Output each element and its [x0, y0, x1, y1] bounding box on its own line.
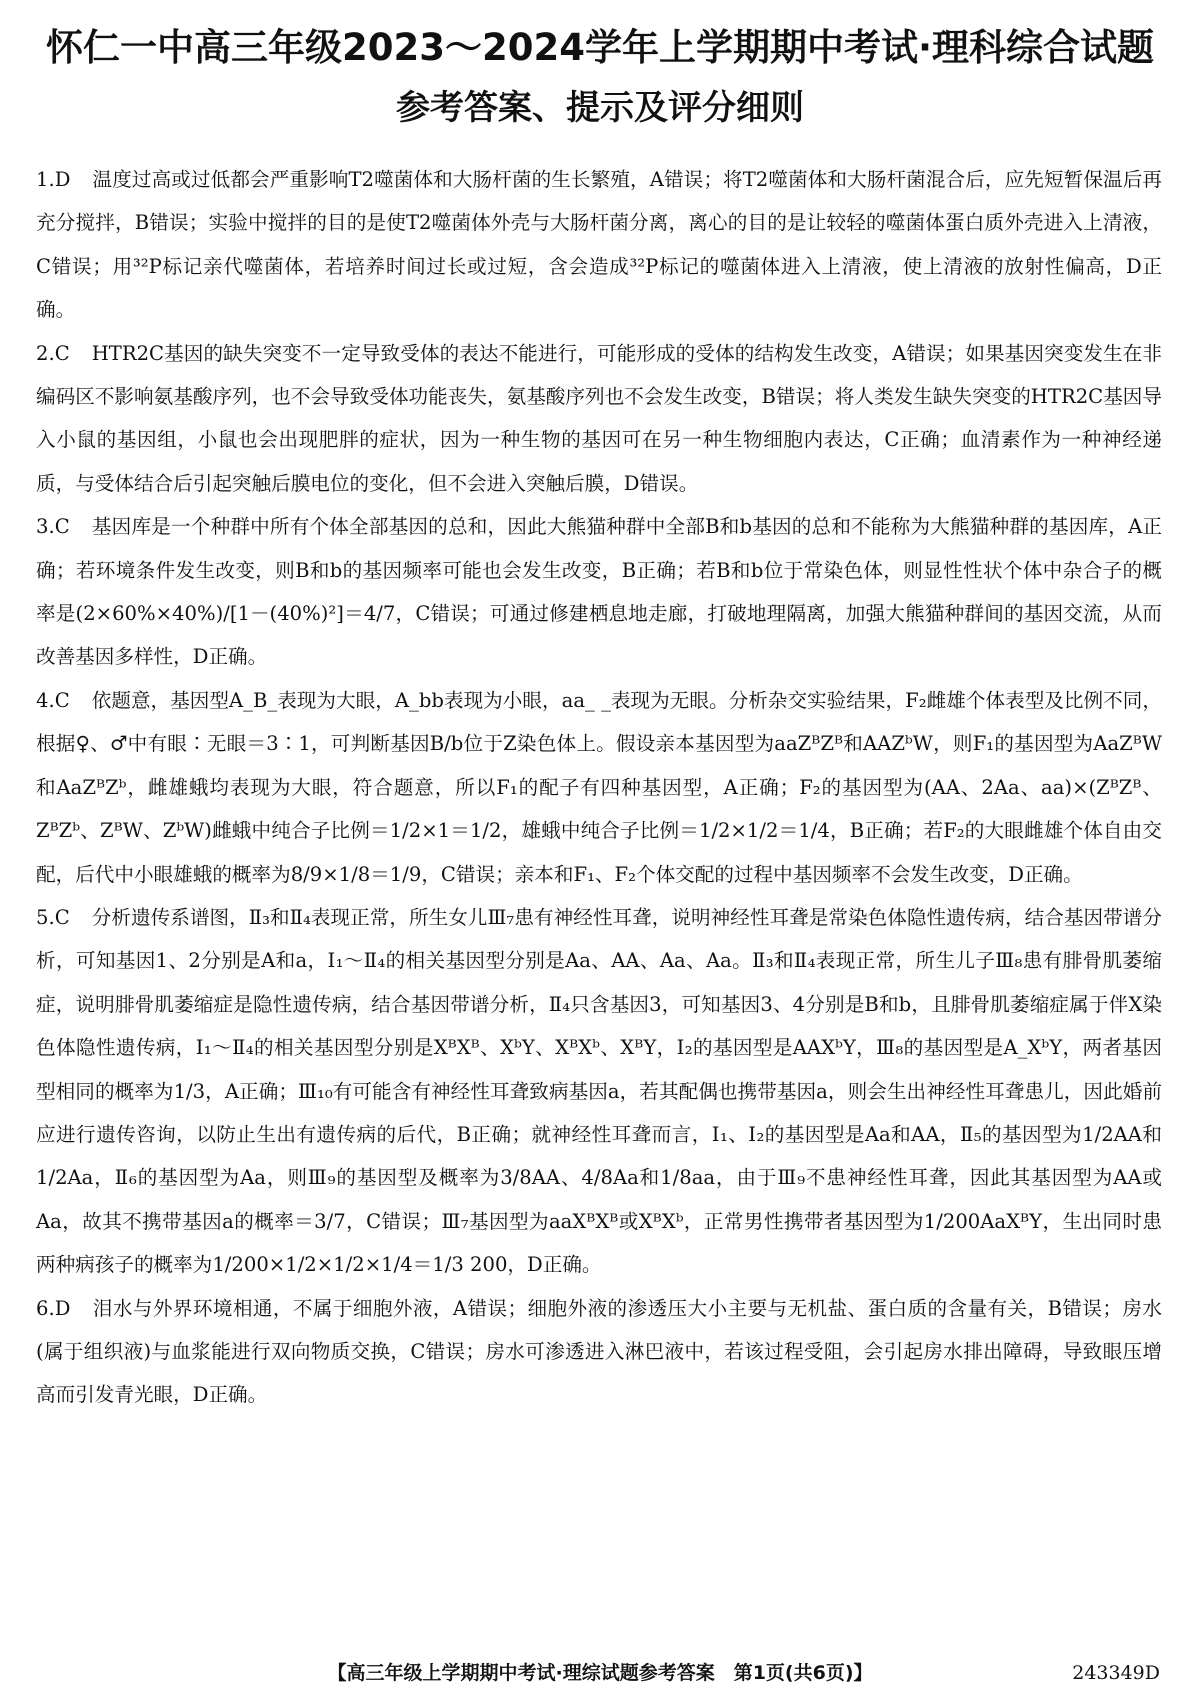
answer-number: 4.C: [36, 688, 70, 712]
page-header: [0, 20, 1200, 136]
answer-explanation: HTR2C基因的缺失突变不一定导致受体的表达不能进行，可能形成的受体的结构发生改变，A错误；如果基因突变发生在非编码区不影响氨基酸序列，也不会导致受体功能丧失，氨基酸序列也不会发生改变，B错误；将人类发生缺失突变的HTR2C基因导入小鼠的基因组，小鼠也会出现肥胖的症状，因为一种生物的基因可在另一种生物细胞内表达，C正确；血清素作为一种神经递质，与受体结合后引起突触后膜电位的变化，但不会进入突触后膜，D错误。: [36, 341, 1162, 495]
page-footer: [0, 1658, 1200, 1688]
answer-item-1: [36, 158, 1162, 332]
exam-title: 怀仁一中高三年级2023～2024学年上学期期中考试·理科综合试题: [45, 26, 1154, 69]
answer-item-5: [36, 896, 1162, 1287]
answer-explanation: 基因库是一个种群中所有个体全部基因的总和，因此大熊猫种群中全部B和b基因的总和不能称为大熊猫种群的基因库，A正确；若环境条件发生改变，则B和b的基因频率可能也会发生改变，B正确；若B和b位于常染色体，则显性性状个体中杂合子的概率是(2×60%×40%)/[1－(40%)²]＝4/7，C错误；可通过修建栖息地走廊，打破地理隔离，加强大熊猫种群间的基因交流，从而改善基因多样性，D正确。: [36, 515, 1162, 669]
answer-explanation: 温度过高或过低都会严重影响T2噬菌体和大肠杆菌的生长繁殖，A错误；将T2噬菌体和大肠杆菌混合后，应先短暂保温后再充分搅拌，B错误；实验中搅拌的目的是使T2噬菌体外壳与大肠杆菌分离，离心的目的是让较轻的噬菌体蛋白质外壳进入上清液，C错误；用³²P标记亲代噬菌体，若培养时间过长或过短，含会造成³²P标记的噬菌体进入上清液，使上清液的放射性偏高，D正确。: [36, 168, 1162, 322]
footer-page-info: 【高三年级上学期期中考试·理综试题参考答案 第1页(共6页)】: [327, 1662, 873, 1684]
answer-item-3: [36, 505, 1162, 679]
answer-item-2: [36, 332, 1162, 506]
answer-number: 2.C: [36, 341, 70, 365]
document-code: 243349D: [1072, 1662, 1160, 1684]
answer-explanation: 分析遗传系谱图，Ⅱ₃和Ⅱ₄表现正常，所生女儿Ⅲ₇患有神经性耳聋，说明神经性耳聋是常染色体隐性遗传病，结合基因带谱分析，可知基因1、2分别是A和a，Ⅰ₁～Ⅱ₄的相关基因型分别是Aa、AA、Aa、Aa。Ⅱ₃和Ⅱ₄表现正常，所生儿子Ⅲ₈患有腓骨肌萎缩症，说明腓骨肌萎缩症是隐性遗传病，结合基因带谱分析，Ⅱ₄只含基因3，可知基因3、4分别是B和b，且腓骨肌萎缩症属于伴X染色体隐性遗传病，Ⅰ₁～Ⅱ₄的相关基因型分别是XᴮXᴮ、XᵇY、XᴮXᵇ、XᴮY，Ⅰ₂的基因型是AAXᵇY，Ⅲ₈的基因型是A_XᵇY，两者基因型相同的概率为1/3，A正确；Ⅲ₁₀有可能含有神经性耳聋致病基因a，若其配偶也携带基因a，则会生出神经性耳聋患儿，因此婚前应进行遗传咨询，以防止生出有遗传病的后代，B正确；就神经性耳聋而言，Ⅰ₁、Ⅰ₂的基因型是Aa和AA，Ⅱ₅的基因型为1/2AA和1/2Aa，Ⅱ₆的基因型为Aa，则Ⅲ₉的基因型及概率为3/8AA、4/8Aa和1/8aa，由于Ⅲ₉不患神经性耳聋，因此其基因型为AA或Aa，故其不携带基因a的概率＝3/7，C错误；Ⅲ₇基因型为aaXᴮXᴮ或XᴮXᵇ，正常男性携带者基因型为1/200AaXᴮY，生出同时患两种病孩子的概率为1/200×1/2×1/2×1/4＝1/3 200，D正确。: [36, 905, 1162, 1277]
answer-number: 1.D: [36, 168, 71, 191]
answer-item-4: [36, 679, 1162, 896]
answer-number: 5.C: [36, 905, 70, 929]
answer-item-6: [36, 1287, 1162, 1417]
answer-explanation: 依题意，基因型A_B_表现为大眼，A_bb表现为小眼，aa_ _表现为无眼。分析杂交实验结果，F₂雌雄个体表型及比例不同，根据♀、♂中有眼∶无眼＝3∶1，可判断基因B/b位于Z染色体上。假设亲本基因型为aaZᴮZᴮ和AAZᵇW，则F₁的基因型为AaZᴮW和AaZᴮZᵇ，雌雄蛾均表现为大眼，符合题意，所以F₁的配子有四种基因型，A正确；F₂的基因型为(AA、2Aa、aa)×(ZᴮZᴮ、ZᴮZᵇ、ZᴮW、ZᵇW)雌蛾中纯合子比例＝1/2×1＝1/2，雄蛾中纯合子比例＝1/2×1/2＝1/4，B正确；若F₂的大眼雌雄个体自由交配，后代中小眼雄蛾的概率为8/9×1/8＝1/9，C错误；亲本和F₁、F₂个体交配的过程中基因频率不会发生改变，D正确。: [36, 688, 1162, 886]
answer-number: 6.D: [36, 1296, 71, 1320]
answer-number: 3.C: [36, 515, 70, 539]
answer-list: [36, 158, 1162, 1417]
answer-key-subtitle: 参考答案、提示及评分细则: [396, 88, 804, 128]
answer-explanation: 泪水与外界环境相通，不属于细胞外液，A错误；细胞外液的渗透压大小主要与无机盐、蛋白质的含量有关，B错误；房水(属于组织液)与血浆能进行双向物质交换，C错误；房水可渗透进入淋巴液中，若该过程受阻，会引起房水排出障碍，导致眼压增高而引发青光眼，D正确。: [36, 1296, 1162, 1407]
